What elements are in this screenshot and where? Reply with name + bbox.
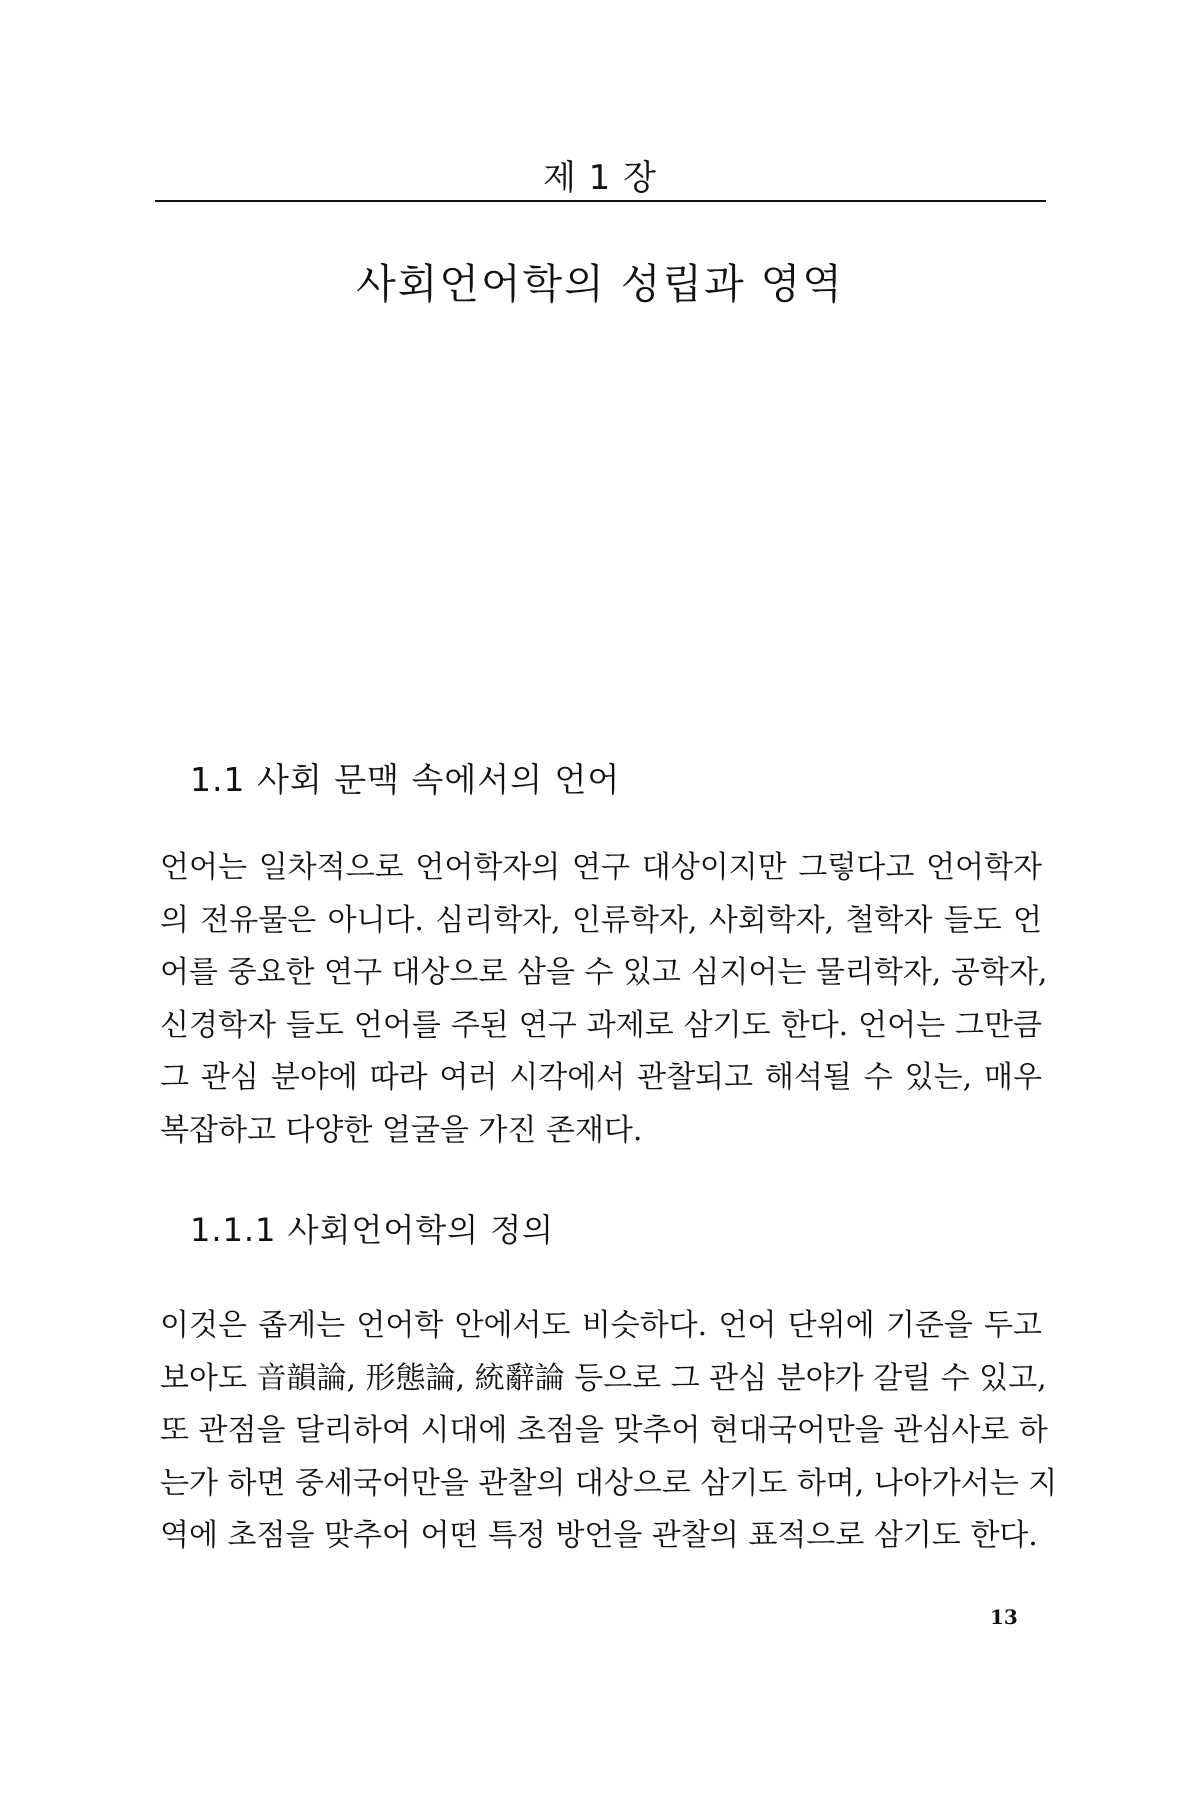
paragraph-line: 보아도 音韻論, 形態論, 統辭論 등으로 그 관심 분야가 갈릴 수 있고, <box>160 1360 1047 1396</box>
paragraph-line: 는가 하면 중세국어만을 관찰의 대상으로 삼기도 하며, 나아가서는 지 <box>160 1465 1058 1501</box>
paragraph-line: 복잡하고 다양한 얼굴을 가진 존재다. <box>160 1112 643 1148</box>
paragraph-line: 신경학자 들도 언어를 주된 연구 과제로 삼기도 한다. 언어는 그만큼 <box>160 1007 1042 1043</box>
section-heading: 1.1 사회 문맥 속에서의 언어 <box>190 760 621 799</box>
paragraph-line: 어를 중요한 연구 대상으로 삼을 수 있고 심지어는 물리학자, 공학자, <box>160 955 1048 990</box>
page-number: 13 <box>990 1605 1018 1629</box>
paragraph-line: 역에 초점을 맞추어 어떤 특정 방언을 관찰의 표적으로 삼기도 한다. <box>160 1518 1038 1553</box>
subsection-paragraph <box>160 1300 1058 1563</box>
subsection-heading: 1.1.1 사회언어학의 정의 <box>190 1211 555 1249</box>
chapter-label: 제 1 장 <box>543 158 657 198</box>
paragraph-line: 언어는 일차적으로 언어학자의 연구 대상이지만 그렇다고 언어학자 <box>160 850 1042 885</box>
section-paragraph <box>160 842 1048 1157</box>
chapter-title: 사회언어학의 성립과 영역 <box>356 260 844 308</box>
paragraph-line: 그 관심 분야에 따라 여러 시각에서 관찰되고 해석될 수 있는, 매우 <box>160 1060 1042 1095</box>
paragraph-line: 이것은 좁게는 언어학 안에서도 비슷하다. 언어 단위에 기준을 두고 <box>160 1308 1042 1343</box>
paragraph-line: 또 관점을 달리하여 시대에 초점을 맞추어 현대국어만을 관심사로 하 <box>160 1413 1048 1448</box>
chapter-divider <box>155 200 1046 202</box>
paragraph-line: 의 전유물은 아니다. 심리학자, 인류학자, 사회학자, 철학자 들도 언 <box>160 902 1042 938</box>
